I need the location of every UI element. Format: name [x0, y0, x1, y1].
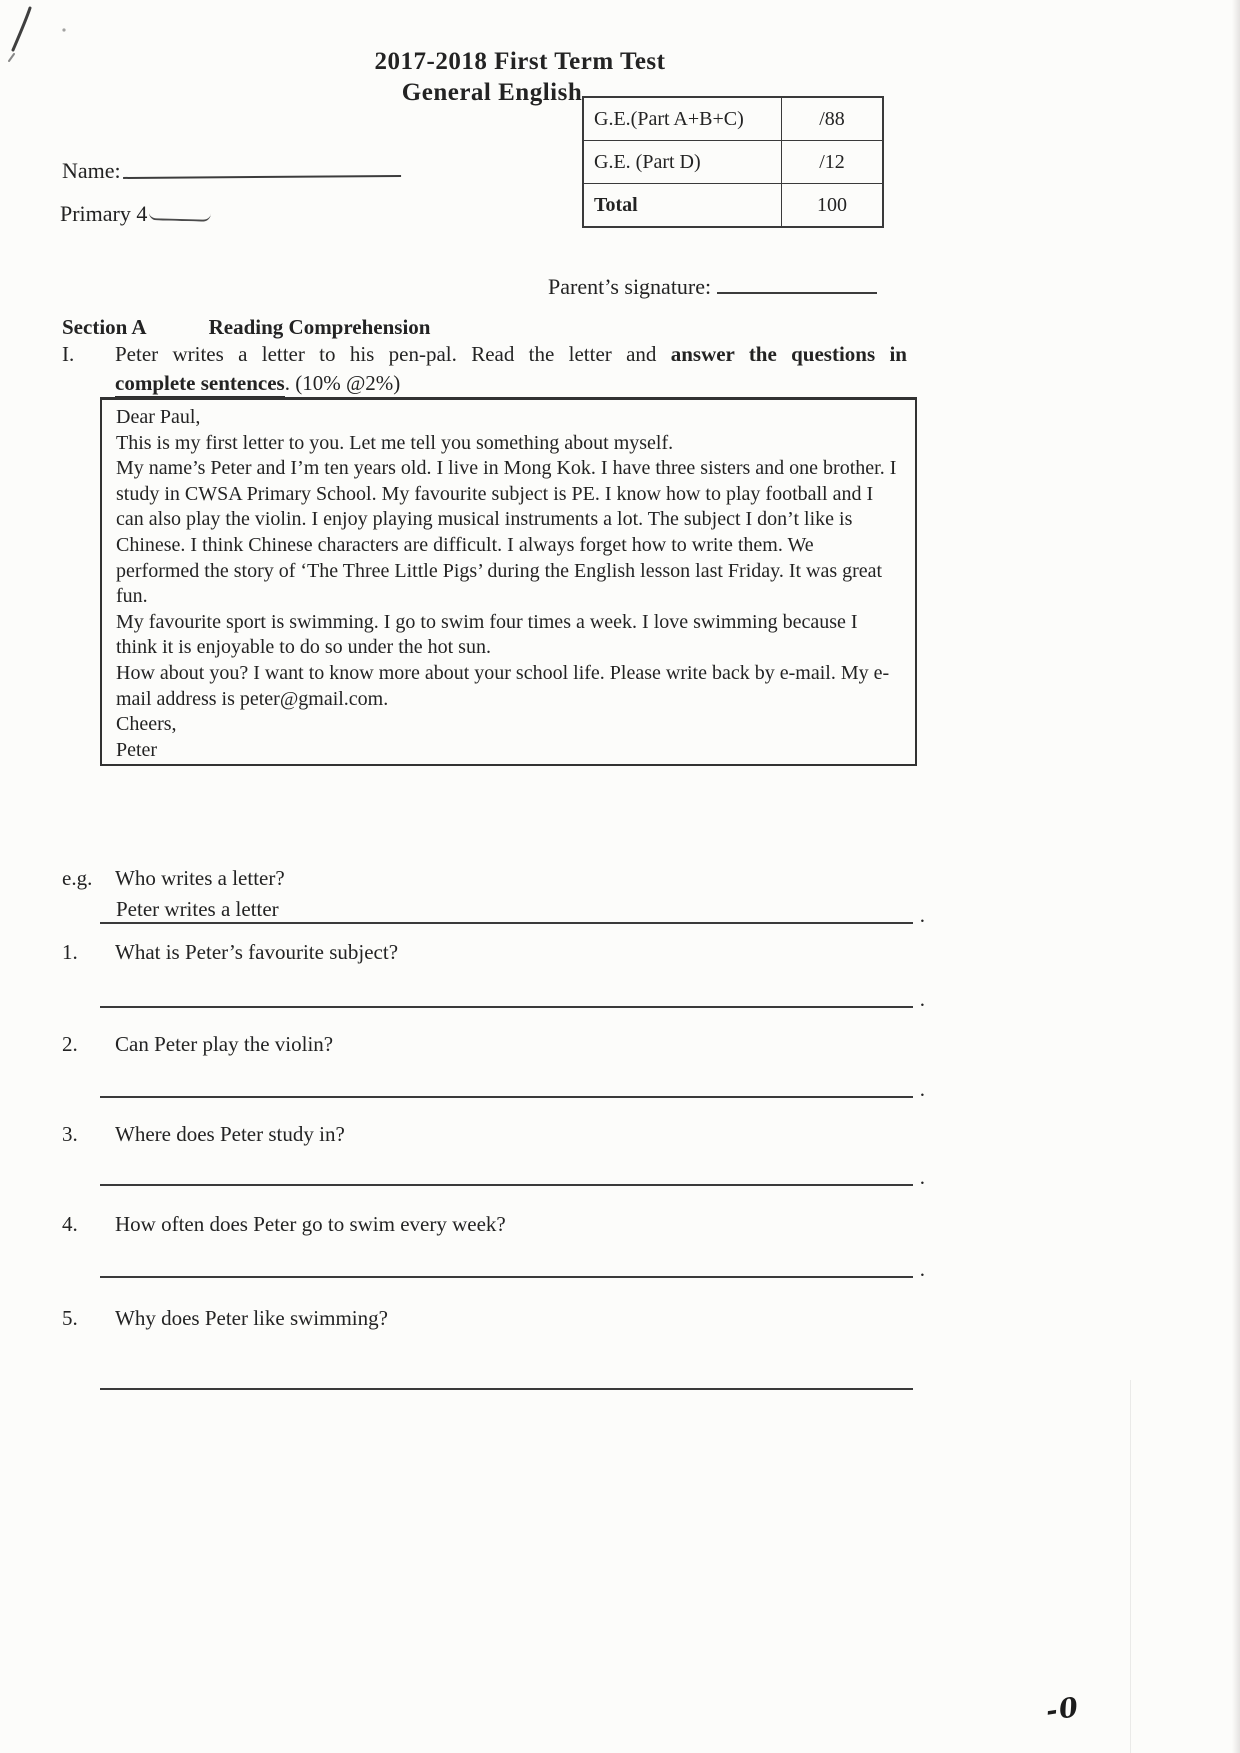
- question-number: e.g.: [62, 866, 93, 890]
- question-text: Where does Peter study in?: [115, 1122, 345, 1146]
- question-number: 2.: [62, 1032, 78, 1056]
- answer-line-period: .: [919, 1257, 925, 1281]
- question-number: 3.: [62, 1122, 78, 1146]
- parent-signature-label: Parent’s signature:: [548, 274, 712, 299]
- letter-paragraph: My favourite sport is swimming. I go to swim four times a week. I love swimming because I think it is enjoyable to do so under the hot sun.: [116, 610, 858, 659]
- instruction-text: Peter writes a letter to his pen-pal. Read the letter and: [115, 342, 671, 366]
- parent-signature-row: [548, 274, 877, 300]
- answer-line-period: .: [919, 903, 925, 927]
- letter-paragraph: This is my first letter to you. Let me tell you something about myself.: [116, 431, 674, 454]
- section-a-heading: [62, 315, 431, 340]
- letter-paragraph: How about you? I want to know more about your school life. Please write back by e-mail. My e-mail address is peter@gmail.com.: [116, 661, 890, 710]
- score-row-part-d: [584, 141, 882, 184]
- question-number: 5.: [62, 1306, 78, 1330]
- instruction-line2: [115, 371, 907, 396]
- answer-line-1: [100, 977, 925, 1011]
- example-answer-line: [100, 893, 925, 927]
- letter-salutation: Dear Paul,: [116, 406, 201, 428]
- signature-blank-line: [717, 274, 877, 294]
- answer-line-period: .: [919, 1077, 925, 1101]
- name-label: Name:: [62, 158, 121, 183]
- question-text: What is Peter’s favourite subject?: [115, 940, 399, 964]
- instruction-block: [62, 342, 907, 396]
- instruction-line1: [115, 342, 907, 367]
- letter-paragraph: My name’s Peter and I’m ten years old. I live in Mong Kok. I have three sisters and one brother. I study in CWSA Primary School. My favourite subject is PE. I know how to play football and I can also play the violin. I enjoy playing musical instruments a lot. The subject I don’t like is Chinese. I think Chinese characters are difficult. I always forget how to write them. We performed the story of ‘The Three Little Pigs’ during the English lesson last Friday. It was great fun.: [116, 457, 897, 608]
- class-blank-line: [149, 194, 212, 222]
- instruction-text-marks: . (10% @2%): [284, 371, 401, 395]
- question-row-2: [62, 1032, 912, 1057]
- letter-closing: Cheers,: [116, 713, 177, 736]
- pen-stroke-icon: [4, 2, 74, 67]
- answer-line-3: [100, 1155, 925, 1189]
- question-row-3: [62, 1122, 912, 1147]
- answer-line-period: .: [919, 1165, 925, 1189]
- score-label: Total: [584, 184, 782, 226]
- score-label: G.E. (Part D): [584, 141, 782, 183]
- answer-line-2: [100, 1067, 925, 1101]
- scan-edge-shadow: [1232, 0, 1240, 1753]
- question-row-5: [62, 1306, 912, 1331]
- score-label: G.E.(Part A+B+C): [584, 98, 782, 140]
- question-row-4: [62, 1212, 912, 1237]
- name-row: [62, 156, 401, 184]
- score-value: /88: [819, 108, 845, 130]
- name-blank-line: [123, 155, 401, 179]
- letter-box: [100, 397, 917, 766]
- section-title: Reading Comprehension: [208, 315, 431, 339]
- page-title: 2017-2018 First Term Test: [374, 48, 666, 75]
- instruction-number: I.: [62, 342, 75, 366]
- class-row: [60, 195, 211, 227]
- question-number: 4.: [62, 1212, 78, 1236]
- example-answer-text: Peter writes a letter: [116, 897, 279, 921]
- page-number: -0: [1044, 1691, 1082, 1728]
- question-text: Can Peter play the violin?: [115, 1032, 334, 1056]
- answer-line-5: [100, 1359, 913, 1390]
- question-text: How often does Peter go to swim every week?: [115, 1212, 506, 1236]
- score-row-total: [584, 184, 882, 226]
- question-number: 1.: [62, 940, 78, 964]
- example-question-row: [62, 866, 912, 891]
- score-value: /12: [819, 151, 845, 173]
- answer-line-4: [100, 1247, 925, 1281]
- question-text: Who writes a letter?: [115, 866, 285, 890]
- page-subtitle: General English: [401, 79, 583, 106]
- section-label: Section A: [62, 315, 147, 339]
- instruction-text-bold: answer the questions in: [670, 342, 907, 366]
- score-table: [582, 96, 884, 228]
- score-value: 100: [817, 194, 847, 216]
- letter-signature: Peter: [116, 738, 158, 761]
- instruction-body: [115, 342, 907, 396]
- instruction-text-bold-underlined: complete sentences: [115, 371, 285, 398]
- scan-edge-line: [1130, 1380, 1131, 1753]
- question-text: Why does Peter like swimming?: [115, 1306, 388, 1330]
- answer-line-period: .: [919, 987, 925, 1011]
- question-row-1: [62, 940, 912, 965]
- score-row-part-abc: [584, 98, 882, 141]
- class-label: Primary 4: [60, 201, 148, 226]
